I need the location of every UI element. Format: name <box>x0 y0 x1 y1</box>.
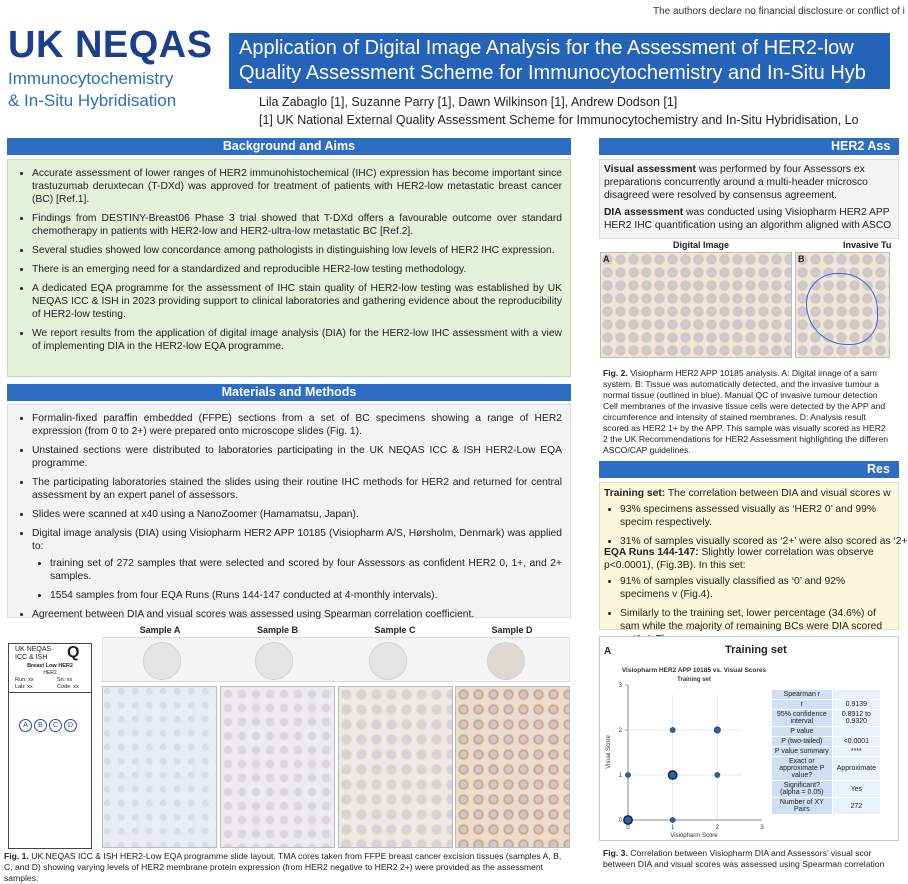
y-ticks <box>619 683 628 824</box>
fig3-heading: Training set <box>725 644 787 656</box>
chart-subtitle: Training set <box>677 677 711 683</box>
disclosure-note: The authors declare no financial disclosure or conflict of i <box>653 6 905 17</box>
visual-assessment-label: Visual assessment <box>604 164 696 175</box>
fig2-panel-b: B <box>798 254 805 264</box>
training-set-body: The correlation between DIA and visual scores w <box>665 488 891 499</box>
fig3-panel-label: A <box>604 646 612 657</box>
stats-key: 95% confidence interval <box>772 710 833 727</box>
fig1-caption-label: Fig. 1. <box>4 851 29 861</box>
stats-key: P (two-tailed) <box>772 737 833 747</box>
tumour-outline <box>806 273 878 345</box>
stats-key: r <box>772 700 833 710</box>
authors: Lila Zabaglo [1], Suzanne Parry [1], Dawn Wilkinson [1], Andrew Dodson [1] <box>259 95 678 109</box>
scatter-point <box>625 772 630 777</box>
training-item: • 93% specimens assessed visually as ‘HER2 0’ and 99% specim respectively. <box>620 503 894 529</box>
stats-row <box>772 710 881 727</box>
stats-key: Number of XY Pairs <box>772 798 833 815</box>
slide-run: Run: xx <box>15 677 34 683</box>
stats-row <box>772 757 881 781</box>
micrograph-sample-a <box>102 686 217 848</box>
fig2-image-a <box>600 252 792 358</box>
img-label-digital: Digital Image <box>673 240 730 250</box>
methods-item <box>32 527 562 602</box>
stats-row <box>772 798 881 815</box>
y-axis-label: Visual Score <box>606 735 612 769</box>
tma-core-c <box>369 642 407 680</box>
eqa-runs-body: Slightly lower correlation was observe p<0.0001), (Fig.3B). In this set: <box>604 547 874 571</box>
x-tick-label: 2 <box>715 825 720 831</box>
slide-name: Breast Low HER2 <box>27 663 73 669</box>
methods-item: • The participating laboratories stained the slides using their routine IHC methods for HER2 and returned for central assessment by an expert panel of assessors. <box>32 476 562 502</box>
slide-core-positions <box>19 714 79 732</box>
sample-c-label: Sample C <box>374 625 416 635</box>
micrograph-sample-d <box>455 686 570 848</box>
stats-row <box>772 690 881 700</box>
sample-b-label: Sample B <box>256 625 298 635</box>
background-item: • Findings from DESTINY-Breast06 Phase 3 trial showed that T-DXd offers a favourable outcome over standard chemotherapy in patients with HER2-low and HER2-ultra-low metastatic BC [Ref.2]. <box>32 212 562 238</box>
eqa-item: • Similarly to the training set, lower percentage (34.6%) of sam while the majority of remaining BCs were DIA scored <box>620 607 894 646</box>
fig2-caption-label: Fig. 2. <box>603 368 628 378</box>
slide-brand-line: UK NEQAS <box>15 646 52 653</box>
affiliation: [1] UK National External Quality Assessment Scheme for Immunocytochemistry and In-Situ Hybridisation, Lo <box>259 113 859 127</box>
stats-value: <0.0001 <box>832 737 880 747</box>
background-item: • There is an emerging need for a standardized and reproducible HER2-low testing methodology. <box>32 263 562 276</box>
training-list-wrap <box>604 500 908 547</box>
x-axis-label: Visiopharm Score <box>670 833 718 839</box>
eqa-list-wrap <box>604 572 894 632</box>
methods-sublist <box>32 557 562 602</box>
slide-brand <box>15 646 51 662</box>
fig1-caption <box>4 851 572 884</box>
eqa-runs-text <box>604 546 894 572</box>
tma-core-a <box>143 642 181 680</box>
background-item: • A dedicated EQA programme for the assessment of IHC stain quality of HER2-low testing was established by UK NEQAS ICC & ISH in 2023 providing support to clinical laboratories and gathering evidence about the reproducibility of HER2-low testing. <box>32 282 562 321</box>
methods-heading: Materials and Methods <box>7 384 571 401</box>
logo-sub-2: & In-Situ Hybridisation <box>8 91 177 110</box>
tma-core-strip <box>102 637 570 682</box>
scatter-point <box>668 771 676 779</box>
slide-lab: Lab: xx <box>15 684 33 690</box>
dia-assessment-label: DIA assessment <box>604 207 684 218</box>
background-box <box>7 159 571 377</box>
stats-value: Approximate <box>832 757 880 781</box>
methods-item: • Agreement between DIA and visual scores was assessed using Spearman correlation coefficient. <box>32 608 562 621</box>
methods-item: • Formalin-fixed paraffin embedded (FFPE) sections from a set of BC specimens showing a range of HER2 expression (from 0 to 2+) were prepared onto microscope slides (Fig. 1). <box>32 412 562 438</box>
fig3-caption-label: Fig. 3. <box>603 848 628 858</box>
title-line-2: Quality Assessment Scheme for Immunocytochemistry and In-Situ Hyb <box>239 62 866 84</box>
tma-core-d <box>487 642 525 680</box>
slide-q-mark: Q <box>67 644 80 661</box>
training-set-label: Training set: <box>604 488 666 499</box>
background-list <box>16 167 562 353</box>
slide-label-diagram <box>8 643 92 849</box>
methods-subitem: • training set of 272 samples that were selected and scored by four Assessors as confident HER2 0, 1+, and 2+ samples. <box>50 557 562 583</box>
poster-title <box>229 33 890 89</box>
results-heading: Res <box>599 461 899 478</box>
core-position-b: B <box>34 719 47 732</box>
scatter-point <box>714 727 720 733</box>
fig3-caption <box>603 848 890 872</box>
slide-brand-line: ICC & ISH <box>15 654 48 661</box>
fig2-panel-a: A <box>603 254 610 264</box>
x-ticks <box>626 695 764 831</box>
training-set-text <box>604 487 894 500</box>
training-list <box>604 503 908 548</box>
slide-sub: HER2 <box>43 670 57 676</box>
stats-value: 272 <box>832 798 880 815</box>
methods-list <box>16 412 562 621</box>
stats-value: **** <box>832 747 880 757</box>
data-points <box>624 727 721 824</box>
micrograph-sample-b <box>220 686 335 848</box>
methods-item-text: Digital image analysis (DIA) using Visiopharm HER2 APP 10185 (Visiopharm A/S, Hørsholm, Denmark) was applied to: <box>32 528 562 552</box>
fig2-caption-text: Visiopharm HER2 APP 10185 analysis. A: Digital image of a sam system. B: Tissue was automatically detected, and the invasive tumour a normal tissue (outlined in blue). Manual QC of invasive tumour detection Cell membranes of the invasive tissue cells were detected by the APP and circumference and intensity of stained membranes. D: Analysis result scored as HER2 1+ by the APP. This sample was visually scored as HER2 2 the UK Recommendations for HER2 Assessment highlighting the differen ASCO/CAP guidelines. <box>603 368 889 455</box>
x-tick-label: 1 <box>670 825 675 831</box>
chart-title: Visiopharm HER2 APP 10185 vs. Visual Scores <box>621 667 767 674</box>
scatter-point <box>670 727 675 732</box>
img-label-invasive: Invasive Tu <box>843 240 892 250</box>
fig2-image-b <box>795 252 890 358</box>
fig1-caption-text: UK NEQAS ICC & ISH HER2-Low EQA programme slide layout. TMA cores taken from FFPE breast cancer excision tissues (samples A, B, C, and D) showing varying levels of HER2 membrane protein expression (from HER2 negative to HER2 2+) were provided as the assessment samples. <box>4 851 562 883</box>
slide-code: Code: xx <box>57 684 79 690</box>
stats-key: Exact or approximate P value? <box>772 757 833 781</box>
x-tick-label: 0 <box>626 825 630 831</box>
sample-d-label: Sample D <box>491 625 533 635</box>
spearman-stats-table <box>771 689 881 815</box>
slide-sn: Sn: xx <box>57 677 73 683</box>
scatter-point <box>715 772 720 777</box>
methods-item: • Slides were scanned at x40 using a NanoZoomer (Hamamatsu, Japan). <box>32 508 562 521</box>
eqa-item: • 91% of samples visually classified as ‘0’ and 92% specimens v (Fig.4). <box>620 575 894 601</box>
scatter-chart <box>602 660 772 840</box>
dia-assessment-text <box>604 206 894 232</box>
stats-key: Spearman r <box>772 690 833 700</box>
stats-value <box>832 690 880 700</box>
visual-assessment-text <box>604 163 894 201</box>
background-item: • We report results from the application of digital image analysis (DIA) for the HER2-low IHC assessment with a view of implementing DIA in the HER2-low EQA programme. <box>32 327 562 353</box>
training-item: • 31% of samples visually scored as ‘2+’ were also scored as ‘2+ <box>620 535 894 548</box>
title-line-1: Application of Digital Image Analysis for the Assessment of HER2-low <box>239 37 854 59</box>
scatter-point <box>670 817 675 822</box>
x-tick-label: 3 <box>760 825 764 831</box>
fig2-caption <box>603 368 890 454</box>
background-item: • Several studies showed low concordance among pathologists in distinguishing low levels of HER2 IHC expression. <box>32 244 562 257</box>
core-position-d: D <box>64 719 77 732</box>
stats-value: 0.8912 to 0.9320 <box>832 710 880 727</box>
stats-row <box>772 700 881 710</box>
stats-value <box>832 727 880 737</box>
methods-item: • Unstained sections were distributed to laboratories participating in the UK NEQAS ICC & ISH HER2-Low EQA programme. <box>32 444 562 470</box>
y-tick-label: 1 <box>618 773 622 779</box>
core-position-c: C <box>49 719 62 732</box>
core-position-a: A <box>19 719 32 732</box>
stats-row <box>772 727 881 737</box>
dia-assessment-body: was conducted using Visiopharm HER2 APP HER2 IHC quantification using an algorithm aligned with ASCO <box>604 207 892 231</box>
micrograph-sample-c <box>338 686 453 848</box>
her2-heading: HER2 Ass <box>599 138 899 155</box>
y-tick-label: 3 <box>618 683 622 689</box>
y-tick-label: 0 <box>618 818 622 824</box>
stats-key: Significant? (alpha = 0.05) <box>772 781 833 798</box>
stats-row <box>772 747 881 757</box>
background-heading: Background and Aims <box>7 138 571 155</box>
scatter-point <box>624 816 632 824</box>
logo-sub-1: Immunocytochemistry <box>8 69 174 88</box>
logo-main: UK NEQAS <box>8 24 213 66</box>
visual-assessment-body: was performed by four Assessors ex preparations concurrently around a multi-header microsco disagreed were resolved by consensus agreement. <box>604 164 868 201</box>
stats-key: P value <box>772 727 833 737</box>
methods-box <box>7 404 571 618</box>
stats-value: Yes <box>832 781 880 798</box>
background-item: • Accurate assessment of lower ranges of HER2 immunohistochemical (IHC) expression has become important since trastuzumab deruxtecan (T-DXd) was approved for treatment of patients with HER2-low metastatic breast cancer (BC) [Ref.1]. <box>32 167 562 206</box>
stats-key: P value summary <box>772 747 833 757</box>
eqa-runs-label: EQA Runs 144-147: <box>604 547 699 558</box>
stats-value: 0.9139 <box>832 700 880 710</box>
methods-subitem: • 1554 samples from four EQA Runs (Runs 144-147 conducted at 4-monthly intervals). <box>50 589 562 602</box>
tma-core-b <box>255 642 293 680</box>
y-tick-label: 2 <box>618 728 622 734</box>
fig3-caption-text: Correlation between Visiopharm DIA and Assessors’ visual scor between DIA and visual scores was assessed using Spearman correlation <box>603 848 885 869</box>
stats-row <box>772 737 881 747</box>
slide-divider <box>9 692 91 693</box>
sample-a-label: Sample A <box>139 625 181 635</box>
stats-row <box>772 781 881 798</box>
